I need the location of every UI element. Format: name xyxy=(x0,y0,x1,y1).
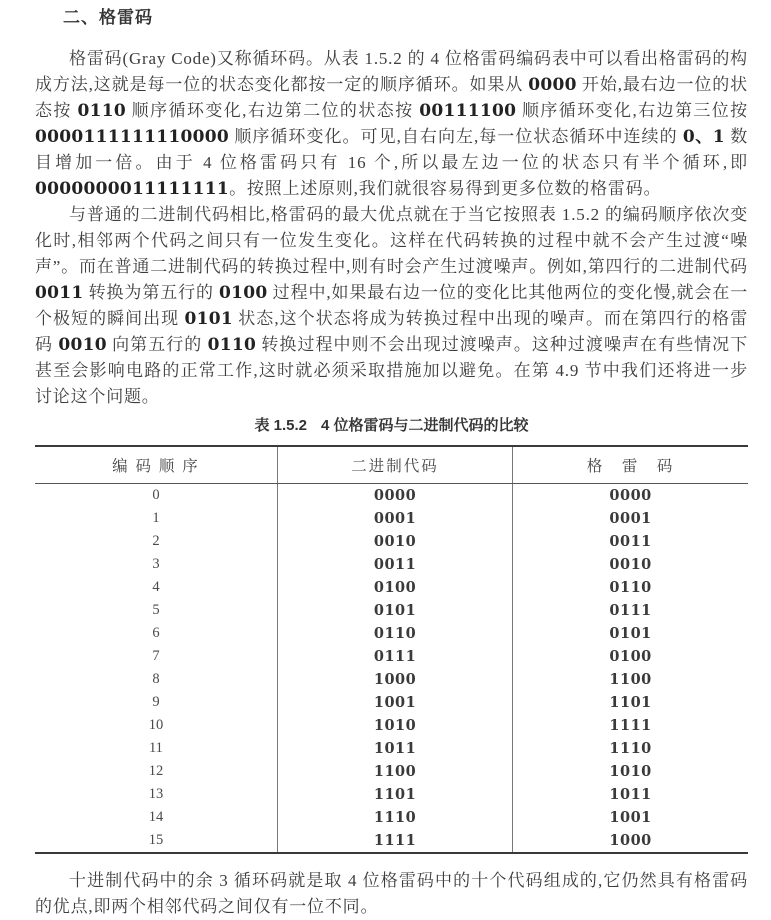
order-cell: 14 xyxy=(148,809,164,825)
order-cell: 13 xyxy=(148,786,164,802)
table-caption xyxy=(35,416,748,436)
code-literal: 0000111111110000 xyxy=(35,127,230,147)
text-run: 向第五行的 xyxy=(106,335,208,354)
table-row xyxy=(35,760,748,783)
order-cell: 12 xyxy=(148,763,164,779)
binary-code-cell: 0110 xyxy=(277,622,512,645)
gray-code-cell: 1001 xyxy=(513,806,748,829)
table-row xyxy=(35,530,748,553)
binary-code-cell: 0100 xyxy=(277,576,512,599)
order-cell: 6 xyxy=(152,625,160,641)
gray-code-cell: 0101 xyxy=(513,622,748,645)
binary-code-cell: 1100 xyxy=(277,760,512,783)
binary-code-cell: 1001 xyxy=(277,691,512,714)
code-literal: 0011 xyxy=(35,283,84,303)
order-cell: 3 xyxy=(152,556,160,572)
text-run: 。按照上述原则,我们就很容易得到更多位数的格雷码。 xyxy=(229,179,662,198)
code-literal: 0000 xyxy=(528,75,577,95)
table-row xyxy=(35,576,748,599)
text-run: 状态,这个状态将成为转换过程中出现的噪声。而在第四行的格雷码 xyxy=(35,309,749,354)
order-cell: 8 xyxy=(152,671,160,687)
gray-code-cell: 1110 xyxy=(513,737,748,760)
table-row xyxy=(35,553,748,576)
code-literal: 0010 xyxy=(58,335,107,355)
table-row xyxy=(35,645,748,668)
gray-code-cell: 1100 xyxy=(513,668,748,691)
text-run: 格雷码(Gray Code)又称循环码。从表 1.5.2 的 4 位格雷码编码表中可以看出格雷码的构成方法,这就是每一位的状态变化都按一定的顺序循环。如果从 xyxy=(35,49,748,94)
order-cell: 15 xyxy=(148,832,164,848)
text-run: 十进制代码中的余 3 循环码就是取 4 位格雷码中的十个代码组成的,它仍然具有格雷码的优点,即两个相邻代码之间仅有一位不同。 xyxy=(35,871,748,916)
table-row xyxy=(35,783,748,806)
binary-code-cell: 1011 xyxy=(277,737,512,760)
code-literal: 0000000011111111 xyxy=(35,179,230,199)
gray-code-cell: 1101 xyxy=(513,691,748,714)
gray-code-cell: 0011 xyxy=(513,530,748,553)
table-caption-label: 表 1.5.2 xyxy=(254,417,307,434)
code-literal: 0100 xyxy=(219,283,268,303)
code-literal: 0110 xyxy=(77,101,127,121)
table-row xyxy=(35,691,748,714)
text-run: 顺序循环变化。可见,自右向左,每一位状态循环中连续的 xyxy=(229,127,683,146)
order-cell: 0 xyxy=(152,487,160,503)
table-row xyxy=(35,599,748,622)
gray-code-cell: 0010 xyxy=(513,553,748,576)
column-header-gray: 格 雷 码 xyxy=(513,446,748,484)
text-run: 转换为第五行的 xyxy=(83,283,220,302)
gray-code-comparison-table xyxy=(35,445,748,854)
gray-code-cell: 1000 xyxy=(513,829,748,853)
gray-code-cell: 1010 xyxy=(513,760,748,783)
text-run: 开始,最右边一位的状态按 xyxy=(35,75,748,120)
order-cell: 5 xyxy=(152,602,160,618)
table-body xyxy=(35,484,748,854)
gray-code-cell: 0100 xyxy=(513,645,748,668)
table-row xyxy=(35,714,748,737)
text-run: 与普通的二进制代码相比,格雷码的最大优点就在于当它按照表 1.5.2 的编码顺序依次变化时,相邻两个代码之间只有一位发生变化。这样在代码转换的过程中就不会产生过渡“噪声”。而在普通二进制代码的转换过程中,则有时会产生过渡噪声。例如,第四行的二进制代码 xyxy=(35,205,748,276)
binary-code-cell: 1111 xyxy=(277,829,512,853)
binary-code-cell: 0011 xyxy=(277,553,512,576)
binary-code-cell: 1000 xyxy=(277,668,512,691)
table-row xyxy=(35,737,748,760)
column-header-order: 编 码 顺 序 xyxy=(35,446,277,484)
gray-code-cell: 0110 xyxy=(513,576,748,599)
paragraph-gray-code-intro xyxy=(35,46,748,202)
binary-code-cell: 0101 xyxy=(277,599,512,622)
gray-code-cell: 1011 xyxy=(513,783,748,806)
text-run: 过程中,如果最右边一位的变化比其他两位的变化慢,就会在一个极短的瞬间出现 xyxy=(35,283,749,328)
table-row xyxy=(35,622,748,645)
table-row xyxy=(35,668,748,691)
table-caption-title: 4 位格雷码与二进制代码的比较 xyxy=(321,417,529,434)
code-literal: 0、1 xyxy=(682,127,725,147)
binary-code-cell: 1010 xyxy=(277,714,512,737)
text-run: 转换过程中则不会出现过渡噪声。这种过渡噪声在有些情况下甚至会影响电路的正常工作,这时就必须采取措施加以避免。在第 4.9 节中我们还将进一步讨论这个问题。 xyxy=(35,335,748,406)
gray-code-cell: 1111 xyxy=(513,714,748,737)
table-row xyxy=(35,484,748,508)
binary-code-cell: 0010 xyxy=(277,530,512,553)
order-cell: 2 xyxy=(152,533,160,549)
binary-code-cell: 1110 xyxy=(277,806,512,829)
binary-code-cell: 0000 xyxy=(277,484,512,508)
gray-code-cell: 0000 xyxy=(513,484,748,508)
text-run: 顺序循环变化,右边第三位按 xyxy=(516,101,748,120)
order-cell: 1 xyxy=(152,510,160,526)
text-run: 顺序循环变化,右边第二位的状态按 xyxy=(126,101,420,120)
order-cell: 10 xyxy=(148,717,164,733)
code-literal: 00111100 xyxy=(419,101,517,121)
order-cell: 7 xyxy=(152,648,160,664)
table-row xyxy=(35,507,748,530)
order-cell: 4 xyxy=(152,579,160,595)
paragraph-excess3-note xyxy=(35,868,748,920)
binary-code-cell: 1101 xyxy=(277,783,512,806)
order-cell: 11 xyxy=(148,740,163,756)
binary-code-cell: 0111 xyxy=(277,645,512,668)
gray-code-cell: 0111 xyxy=(513,599,748,622)
table-row xyxy=(35,806,748,829)
table-header-row xyxy=(35,446,748,484)
paragraph-gray-code-advantage xyxy=(35,202,748,410)
column-header-binary: 二进制代码 xyxy=(277,446,512,484)
text-run: 数目增加一倍。由于 4 位格雷码只有 16 个,所以最左边一位的状态只有半个循环,即 xyxy=(35,127,749,172)
binary-code-cell: 0001 xyxy=(277,507,512,530)
order-cell: 9 xyxy=(152,694,160,710)
gray-code-cell: 0001 xyxy=(513,507,748,530)
code-literal: 0110 xyxy=(207,335,257,355)
section-heading: 二、格雷码 xyxy=(63,8,153,27)
table-row xyxy=(35,829,748,853)
code-literal: 0101 xyxy=(184,309,233,329)
